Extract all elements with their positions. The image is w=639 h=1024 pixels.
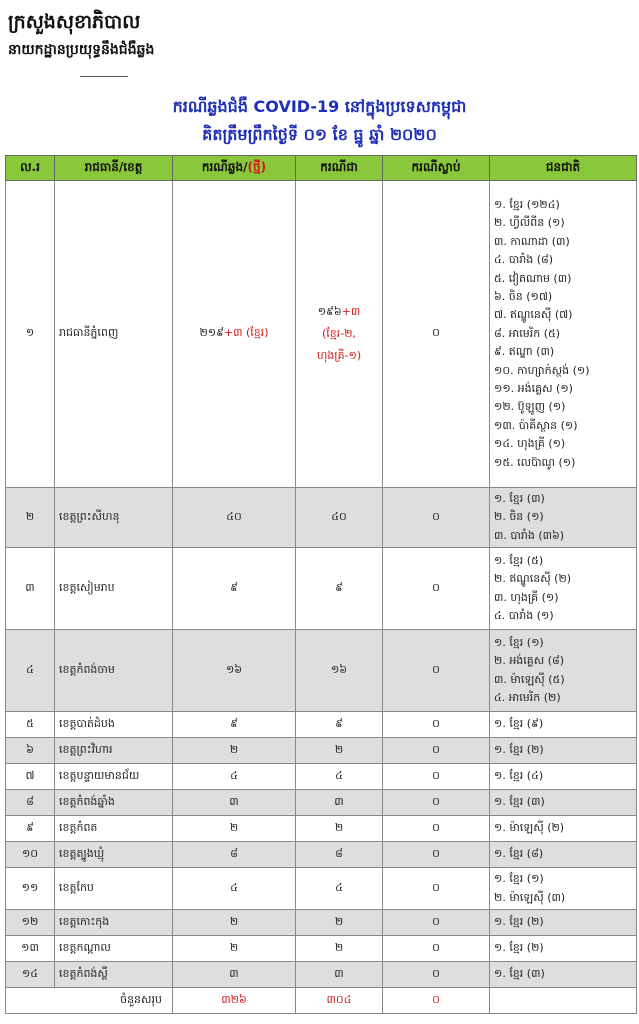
nationality-item: ១២. ប៊ូឡូញ (១) <box>494 400 566 414</box>
nationality-item: ៧. ឥណ្ឌូនេស៊ី (៧) <box>494 308 573 322</box>
nationality-item: ៣. ហុងគ្រី (១) <box>494 590 559 604</box>
nationality-item: ១. ខ្មែរ (១) <box>494 872 544 886</box>
death-cases: ០ <box>383 181 490 488</box>
table-row <box>6 630 637 712</box>
nationality-item: ២. ម៉ាឡេស៊ី (៣) <box>494 890 566 904</box>
nationality-item: ១. ខ្មែរ (៥) <box>494 553 544 567</box>
nationality-list <box>490 181 637 488</box>
recovered-cases: ១៦ <box>296 630 383 712</box>
nationality-item: ៤. អាមេរិក (២) <box>494 690 561 704</box>
province-name: ខេត្តព្រះសីហនុ <box>55 488 173 548</box>
nationality-item: ១. ខ្មែរ (១) <box>494 635 544 649</box>
recovered-cases: ២ <box>296 936 383 962</box>
death-cases: ០ <box>383 790 490 816</box>
confirmed-cases: ២១៩+៣ (ខ្មែរ) <box>173 181 296 488</box>
nationality-item: ៦. ចិន (១៧) <box>494 289 553 303</box>
nationality-item: ៣. ម៉ាឡេស៊ី (៥) <box>494 672 565 686</box>
total-label: ចំនួនសរុប <box>6 988 173 1014</box>
col-header-no: ល.រ <box>6 156 55 181</box>
header-divider <box>80 76 128 77</box>
recovered-cases: ២ <box>296 816 383 842</box>
total-deaths: ០ <box>383 988 490 1014</box>
recovered-cases: ៩ <box>296 548 383 630</box>
nationality-list <box>490 548 637 630</box>
confirmed-cases: ៤ <box>173 764 296 790</box>
covid-cases-table <box>5 155 637 1014</box>
nationality-list <box>490 816 637 842</box>
row-number: ១០ <box>6 842 55 868</box>
nationality-item: ១៤. ហុងគ្រី (១) <box>494 437 566 451</box>
nationality-item: ១៣. ប៉ាគីស្ថាន (១) <box>494 418 578 432</box>
recovered-cases: ៣ <box>296 962 383 988</box>
death-cases: ០ <box>383 488 490 548</box>
confirmed-cases: ២ <box>173 936 296 962</box>
confirmed-cases: ២ <box>173 738 296 764</box>
nationality-item: ១. ខ្មែរ (២) <box>494 743 544 757</box>
province-name: ខេត្តសៀមរាប <box>55 548 173 630</box>
row-number: ៥ <box>6 712 55 738</box>
death-cases: ០ <box>383 548 490 630</box>
province-name: ខេត្តត្បូងឃ្មុំ <box>55 842 173 868</box>
recovered-line: ហុងគ្រី-១) <box>316 349 362 362</box>
province-name: ខេត្តកំពង់ចាម <box>55 630 173 712</box>
row-number: ២ <box>6 488 55 548</box>
province-name: រាជធានីភ្នំពេញ <box>55 181 173 488</box>
nationality-item: ៤. បារាំង (១) <box>494 608 554 622</box>
nationality-list <box>490 868 637 910</box>
province-name: ខេត្តព្រះវិហារ <box>55 738 173 764</box>
ministry-name: ក្រសួងសុខាភិបាល <box>8 11 141 33</box>
recovered-cases: ៤ <box>296 868 383 910</box>
report-date: គិតត្រឹមព្រឹកថ្ងៃទី ០១ ខែ ធ្នូ ឆ្នាំ ២០២០ <box>202 125 437 144</box>
table-row <box>6 868 637 910</box>
confirmed-cases: ៩ <box>173 712 296 738</box>
row-number: ១២ <box>6 910 55 936</box>
col-header-nationality: ជនជាតិ <box>490 156 637 181</box>
row-number: ៤ <box>6 630 55 712</box>
nationality-item: ៨. អាមេរិក (៥) <box>494 326 561 340</box>
nationality-item: ១. ម៉ាឡេស៊ី (២) <box>494 821 565 835</box>
nationality-item: ២. ហ្វីលីពីន (១) <box>494 216 565 230</box>
recovered-cases: ២ <box>296 738 383 764</box>
nationality-item: ១១. អង់គ្លេស (១) <box>494 382 573 396</box>
row-number: ៩ <box>6 816 55 842</box>
nationality-item: ១០. កាហ្សាក់ស្ថង់ (១) <box>494 363 590 377</box>
nationality-list <box>490 764 637 790</box>
confirmed-cases: ៨ <box>173 842 296 868</box>
recovered-cases: ២ <box>296 910 383 936</box>
nationality-item: ១. ខ្មែរ (៣) <box>494 967 545 981</box>
col-header-deaths: ករណីស្លាប់ <box>383 156 490 181</box>
table-row <box>6 548 637 630</box>
death-cases: ០ <box>383 868 490 910</box>
death-cases: ០ <box>383 842 490 868</box>
recovered-cases: ៩ <box>296 712 383 738</box>
death-cases: ០ <box>383 738 490 764</box>
row-number: ១៣ <box>6 936 55 962</box>
province-name: ខេត្តកំពង់ឆ្នាំង <box>55 790 173 816</box>
row-number: ១ <box>6 181 55 488</box>
row-number: ៨ <box>6 790 55 816</box>
recovered-cases: ៤០ <box>296 488 383 548</box>
death-cases: ០ <box>383 936 490 962</box>
nationality-item: ៤. បារាំង (៨) <box>494 253 554 267</box>
nationality-list <box>490 790 637 816</box>
province-name: ខេត្តកែប <box>55 868 173 910</box>
confirmed-cases: ៤ <box>173 868 296 910</box>
death-cases: ០ <box>383 712 490 738</box>
table-row <box>6 962 637 988</box>
nationality-item: ៩. ឥណ្ឌា (៣) <box>494 345 555 359</box>
confirmed-cases: ៩ <box>173 548 296 630</box>
confirmed-cases: ៤០ <box>173 488 296 548</box>
nationality-item: ២. អង់គ្លេស (៨) <box>494 654 565 668</box>
confirmed-cases: ២ <box>173 910 296 936</box>
nationality-list <box>490 630 637 712</box>
total-recovered: ៣០៤ <box>296 988 383 1014</box>
nationality-item: ១. ខ្មែរ (៣) <box>494 491 545 505</box>
table-row <box>6 712 637 738</box>
table-row <box>6 936 637 962</box>
col-header-cases: ករណីឆ្លង/(ថ្មី) <box>173 156 296 181</box>
table-header-row <box>6 156 637 181</box>
recovered-cases: ៨ <box>296 842 383 868</box>
col-header-province: រាជធានី/ខេត្ត <box>55 156 173 181</box>
table-row <box>6 816 637 842</box>
recovered-cases: ៤ <box>296 764 383 790</box>
report-title: ករណីឆ្លងជំងឺ COVID-19 នៅក្នុងប្រទេសកម្ពុជា <box>172 97 467 116</box>
nationality-list <box>490 842 637 868</box>
recovered-cases: ៣ <box>296 790 383 816</box>
province-name: ខេត្តកណ្ដាល <box>55 936 173 962</box>
nationality-list <box>490 712 637 738</box>
nationality-item: ៣. កាណាដា (៣) <box>494 234 570 248</box>
province-name: ខេត្តកំពត <box>55 816 173 842</box>
confirmed-cases: ៣ <box>173 790 296 816</box>
death-cases: ០ <box>383 910 490 936</box>
row-number: ៧ <box>6 764 55 790</box>
nationality-list <box>490 962 637 988</box>
table-row <box>6 181 637 488</box>
department-name: នាយកដ្ឋានប្រយុទ្ធនឹងជំងឺឆ្លង <box>8 42 155 58</box>
table-row <box>6 842 637 868</box>
nationality-item: ១. ខ្មែរ (២) <box>494 941 544 955</box>
nationality-item: ១. ខ្មែរ (១២៤) <box>494 197 560 211</box>
recovered-cases <box>296 181 383 488</box>
nationality-list <box>490 936 637 962</box>
confirmed-cases: ២ <box>173 816 296 842</box>
recovered-line: ១៩៦+៣ <box>317 305 361 318</box>
table-row <box>6 738 637 764</box>
province-name: ខេត្តកោះកុង <box>55 910 173 936</box>
row-number: ១៤ <box>6 962 55 988</box>
total-nationality <box>490 988 637 1014</box>
province-name: ខេត្តកំពង់ស្ពឺ <box>55 962 173 988</box>
nationality-item: ៣. បារាំង (៣៦) <box>494 528 565 542</box>
row-number: ១១ <box>6 868 55 910</box>
confirmed-cases: ១៦ <box>173 630 296 712</box>
nationality-item: ១. ខ្មែរ (៤) <box>494 769 544 783</box>
death-cases: ០ <box>383 816 490 842</box>
province-name: ខេត្តបាត់ដំបង <box>55 712 173 738</box>
total-row <box>6 988 637 1014</box>
table-row <box>6 764 637 790</box>
nationality-item: ១. ខ្មែរ (៨) <box>494 847 544 861</box>
row-number: ៣ <box>6 548 55 630</box>
death-cases: ០ <box>383 630 490 712</box>
nationality-item: ២. ឥណ្ឌូនេស៊ី (២) <box>494 572 572 586</box>
nationality-item: ៥. វៀតណាម (៣) <box>494 271 572 285</box>
death-cases: ០ <box>383 764 490 790</box>
col-header-recovered: ករណីជា <box>296 156 383 181</box>
total-cases: ៣២៦ <box>173 988 296 1014</box>
nationality-item: ១. ខ្មែរ (២) <box>494 915 544 929</box>
table-row <box>6 488 637 548</box>
recovered-line: (ខ្មែរ-២, <box>321 327 357 340</box>
province-name: ខេត្តបន្ទាយមានជ័យ <box>55 764 173 790</box>
row-number: ៦ <box>6 738 55 764</box>
nationality-list <box>490 488 637 548</box>
death-cases: ០ <box>383 962 490 988</box>
nationality-list <box>490 910 637 936</box>
nationality-list <box>490 738 637 764</box>
confirmed-cases: ៣ <box>173 962 296 988</box>
nationality-item: ២. ចិន (១) <box>494 510 544 524</box>
nationality-item: ១. ខ្មែរ (៣) <box>494 795 545 809</box>
nationality-item: ១៥. លេប៊ាណូ (១) <box>494 455 576 469</box>
table-row <box>6 910 637 936</box>
table-row <box>6 790 637 816</box>
nationality-item: ១. ខ្មែរ (៩) <box>494 717 544 731</box>
